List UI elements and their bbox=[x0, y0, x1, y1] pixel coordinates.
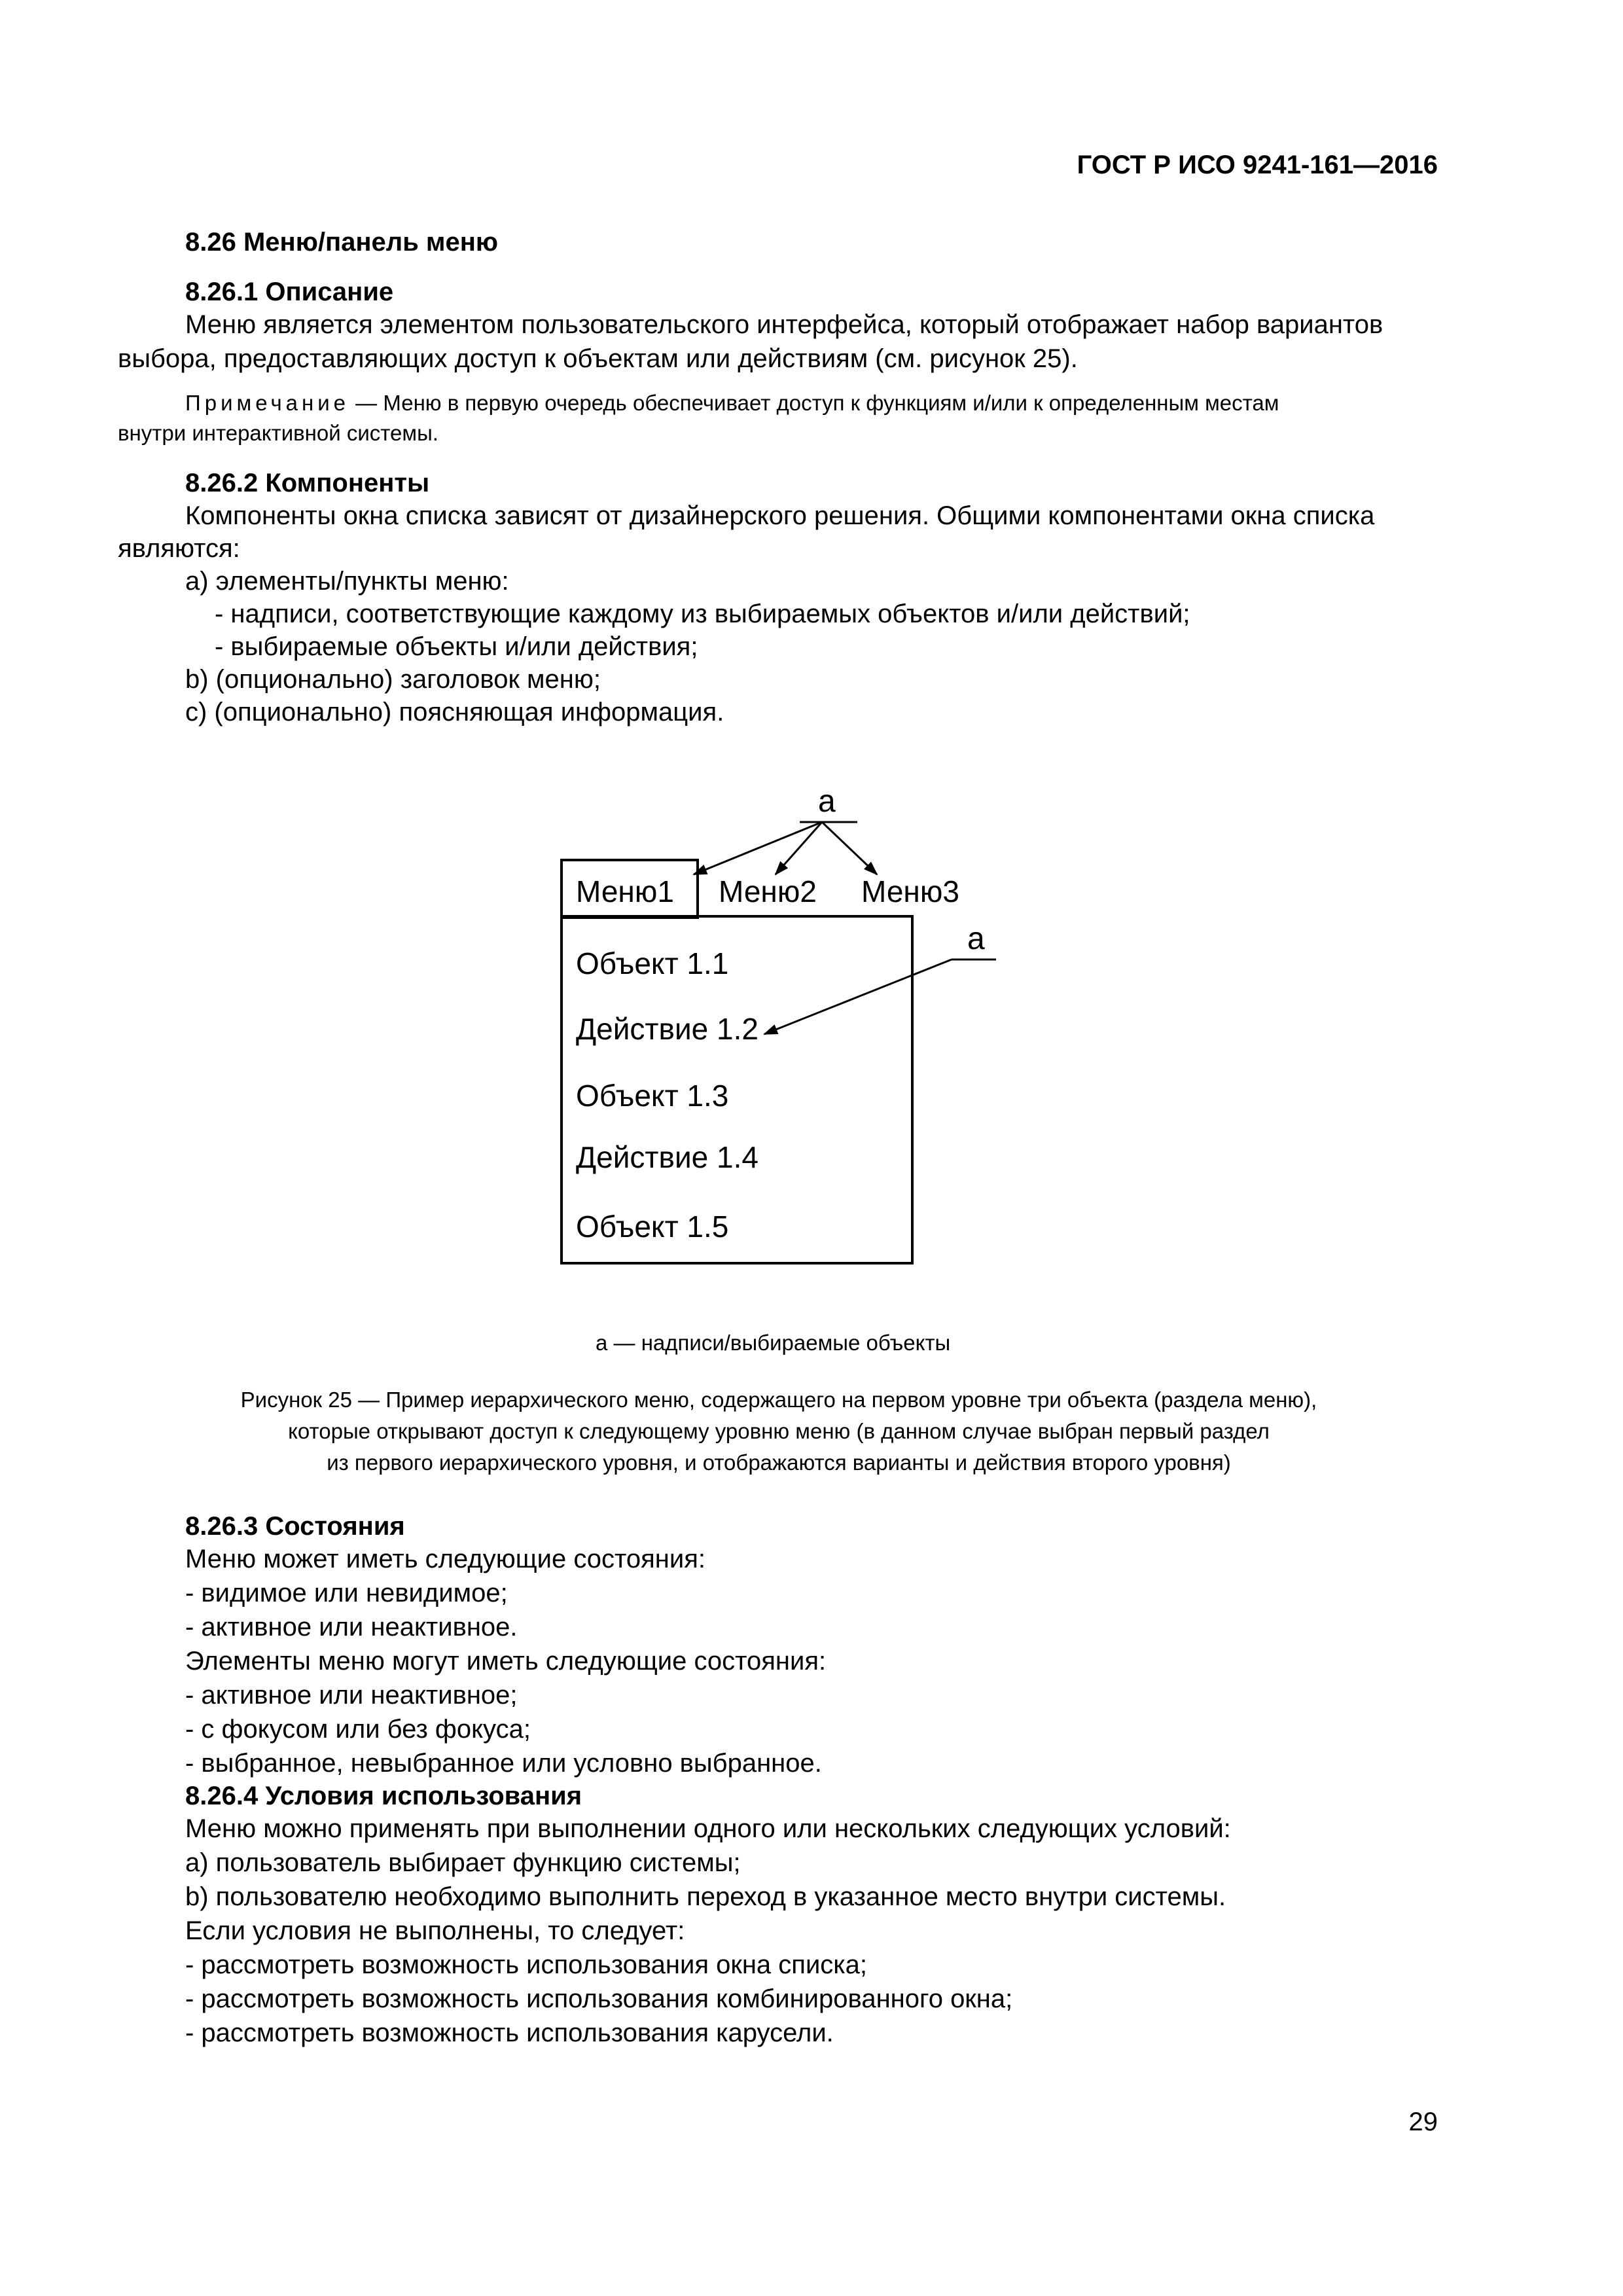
note-line-2: внутри интерактивной системы. bbox=[118, 421, 438, 445]
usage-line: - рассмотреть возможность использования карусели. bbox=[185, 2018, 834, 2047]
usage-line: Меню можно применять при выполнении одного или нескольких следующих условий: bbox=[185, 1814, 1231, 1843]
states-line: - активное или неактивное; bbox=[185, 1681, 518, 1710]
menu-tab-3: Меню3 bbox=[861, 874, 959, 908]
components-item: c) (опционально) поясняющая информация. bbox=[185, 698, 724, 726]
page-number: 29 bbox=[1408, 2108, 1438, 2136]
callout-arrow-menu2 bbox=[776, 822, 822, 874]
components-line-1: Компоненты окна списка зависят от дизайнерского решения. Общими компонентами окна списка bbox=[185, 501, 1375, 530]
figure-caption-line-1: Рисунок 25 — Пример иерархического меню, содержащего на первом уровне три объекта (раздела меню), bbox=[240, 1388, 1317, 1412]
figure-caption-line-2: которые открывают доступ к следующему уровню меню (в данном случае выбран первый раздел bbox=[288, 1419, 1270, 1443]
usage-line: - рассмотреть возможность использования комбинированного окна; bbox=[185, 1984, 1013, 2013]
description-line-2: выбора, предоставляющих доступ к объектам или действиям (см. рисунок 25). bbox=[118, 344, 1078, 373]
components-title: 8.26.2 Компоненты bbox=[185, 469, 430, 497]
states-line: Меню может иметь следующие состояния: bbox=[185, 1545, 705, 1573]
components-item: a) элементы/пункты меню: bbox=[185, 567, 509, 596]
callout-label-right: a bbox=[967, 922, 985, 956]
components-item: b) (опционально) заголовок меню; bbox=[185, 665, 601, 694]
states-line: - выбранное, невыбранное или условно выбранное. bbox=[185, 1749, 822, 1778]
description-line-1: Меню является элементом пользовательского интерфейса, который отображает набор вариантов bbox=[185, 310, 1383, 339]
description-title: 8.26.1 Описание bbox=[185, 278, 394, 306]
callout-label-top: a bbox=[818, 784, 836, 819]
section-title: 8.26 Меню/панель меню bbox=[185, 228, 499, 257]
figure-legend: a — надписи/выбираемые объекты bbox=[596, 1331, 951, 1355]
callout-arrow-menu1 bbox=[694, 822, 822, 874]
dropdown-item: Действие 1.2 bbox=[576, 1012, 758, 1046]
dropdown-item: Объект 1.1 bbox=[576, 946, 729, 980]
figure-caption-line-3: из первого иерархического уровня, и отображаются варианты и действия второго уровня) bbox=[327, 1450, 1231, 1475]
usage-line: Если условия не выполнены, то следует: bbox=[185, 1916, 685, 1945]
components-item: - надписи, соответствующие каждому из выбираемых объектов и/или действий; bbox=[215, 600, 1190, 628]
usage-line: b) пользователю необходимо выполнить переход в указанное место внутри системы. bbox=[185, 1882, 1226, 1911]
note-text: — Меню в первую очередь обеспечивает доступ к функциям и/или к определенным местам bbox=[349, 391, 1279, 415]
menu-tab-1: Меню1 bbox=[576, 874, 674, 908]
states-line: - видимое или невидимое; bbox=[185, 1579, 508, 1607]
states-line: - с фокусом или без фокуса; bbox=[185, 1715, 531, 1744]
components-item: - выбираемые объекты и/или действия; bbox=[215, 632, 698, 661]
menu-tab-2: Меню2 bbox=[719, 874, 817, 908]
dropdown-item: Объект 1.3 bbox=[576, 1079, 729, 1113]
callout-arrow-menu3 bbox=[822, 822, 877, 874]
dropdown-item: Объект 1.5 bbox=[576, 1210, 729, 1244]
states-title: 8.26.3 Состояния bbox=[185, 1512, 405, 1541]
usage-line: - рассмотреть возможность использования окна списка; bbox=[185, 1950, 868, 1979]
note-label: Примечание bbox=[185, 391, 350, 415]
components-line-2: являются: bbox=[118, 534, 240, 563]
states-line: - активное или неактивное. bbox=[185, 1613, 518, 1641]
usage-line: a) пользователь выбирает функцию системы; bbox=[185, 1848, 741, 1877]
dropdown-item: Действие 1.4 bbox=[576, 1140, 758, 1174]
document-header: ГОСТ Р ИСО 9241-161—2016 bbox=[1077, 151, 1438, 179]
states-line: Элементы меню могут иметь следующие состояния: bbox=[185, 1647, 827, 1676]
callout-arrow-action bbox=[764, 960, 952, 1034]
usage-title: 8.26.4 Условия использования bbox=[185, 1782, 582, 1810]
